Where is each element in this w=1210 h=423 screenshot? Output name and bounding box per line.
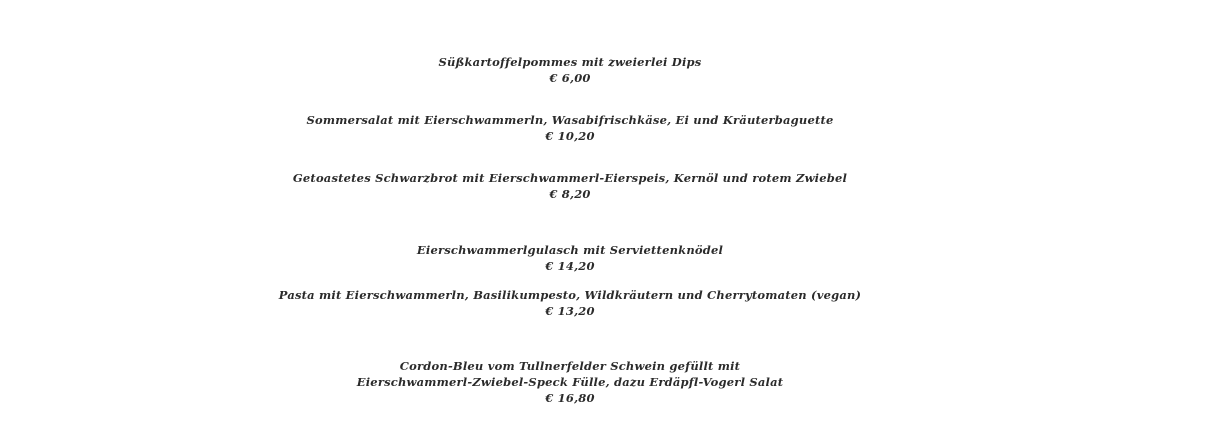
menu-item [0,54,1140,86]
menu-item-name: Sommersalat mit Eierschwammerln, Wasabifrischkäse, Ei und Kräuterbaguette [306,113,834,127]
menu-item-price: € 10,20 [545,129,595,143]
menu-item-price: € 13,20 [545,304,595,318]
menu-item [0,242,1140,274]
menu-item [0,112,1140,144]
menu-item-price: € 16,80 [545,391,595,405]
menu-item-price: € 14,20 [545,259,595,273]
menu-item [0,287,1140,319]
menu-item [0,358,1140,406]
menu-item-price: € 6,00 [549,71,591,85]
menu-item-price: € 8,20 [549,187,591,201]
menu-item-name: Getoastetes Schwarzbrot mit Eierschwammerl-Eierspeis, Kernöl und rotem Zwiebel [292,171,848,185]
menu-item-name: Eierschwammerlgulasch mit Serviettenknödel [416,243,724,257]
menu-item-name: Cordon-Bleu vom Tullnerfelder Schwein gefüllt mit [399,359,741,373]
menu-item [0,170,1140,202]
menu-item-name-continued: Eierschwammerl-Zwiebel-Speck Fülle, dazu Erdäpfl-Vogerl Salat [356,375,784,389]
menu-item-name: Pasta mit Eierschwammerln, Basilikumpesto, Wildkräutern und Cherrytomaten (vegan) [278,288,862,302]
menu-item-name: Süßkartoffelpommes mit zweierlei Dips [438,55,702,69]
